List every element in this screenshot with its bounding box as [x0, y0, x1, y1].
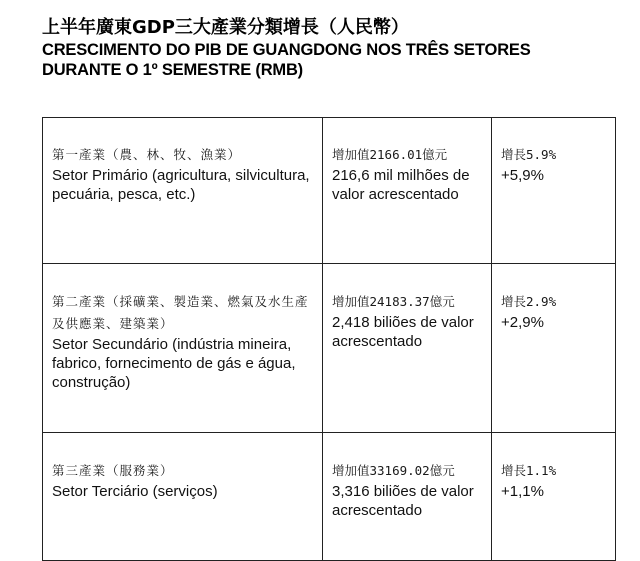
value-cell: [323, 264, 492, 433]
growth-chinese: 增長5.9%: [501, 147, 557, 162]
growth-chinese: 增長1.1%: [501, 463, 557, 478]
value-cell: [323, 118, 492, 264]
sector-name-chinese: 第一產業（農、林、牧、漁業）: [52, 147, 242, 162]
table-row-primary: [43, 118, 616, 264]
table-row-tertiary: [43, 433, 616, 561]
table-row-secondary: [43, 264, 616, 433]
growth-chinese: 增長2.9%: [501, 294, 557, 309]
sector-cell: [43, 433, 323, 561]
value-added-portuguese: 3,316 biliões de valor acrescentado: [332, 483, 474, 519]
growth-portuguese: +5,9%: [501, 167, 544, 184]
sector-name-chinese: 第二產業（採礦業、製造業、燃氣及水生產及供應業、建築業）: [52, 294, 309, 331]
sector-cell: [43, 264, 323, 433]
title-block: [42, 16, 632, 80]
sector-name-portuguese: Setor Terciário (serviços): [52, 483, 218, 500]
growth-portuguese: +2,9%: [501, 314, 544, 331]
value-added-portuguese: 2,418 biliões de valor acrescentado: [332, 314, 474, 350]
title-portuguese-line-2: DURANTE O 1º SEMESTRE (RMB): [42, 61, 303, 79]
value-added-chinese: 增加值33169.02億元: [332, 463, 455, 478]
sector-name-chinese: 第三產業（服務業）: [52, 463, 174, 478]
growth-cell: [492, 264, 616, 433]
growth-cell: [492, 433, 616, 561]
gdp-sector-table: [42, 117, 616, 561]
value-added-chinese: 增加值24183.37億元: [332, 294, 455, 309]
sector-name-portuguese: Setor Secundário (indústria mineira, fabrico, fornecimento de gás e água, construção): [52, 336, 296, 391]
value-cell: [323, 433, 492, 561]
value-added-chinese: 增加值2166.01億元: [332, 147, 448, 162]
growth-portuguese: +1,1%: [501, 483, 544, 500]
value-added-portuguese: 216,6 mil milhões de valor acrescentado: [332, 167, 470, 203]
sector-name-portuguese: Setor Primário (agricultura, silvicultura, pecuária, pesca, etc.): [52, 167, 310, 203]
growth-cell: [492, 118, 616, 264]
title-portuguese-line-1: CRESCIMENTO DO PIB DE GUANGDONG NOS TRÊS SETORES: [42, 41, 531, 59]
sector-cell: [43, 118, 323, 264]
title-chinese: 上半年廣東GDP三大產業分類增長（人民幣）: [42, 17, 409, 38]
